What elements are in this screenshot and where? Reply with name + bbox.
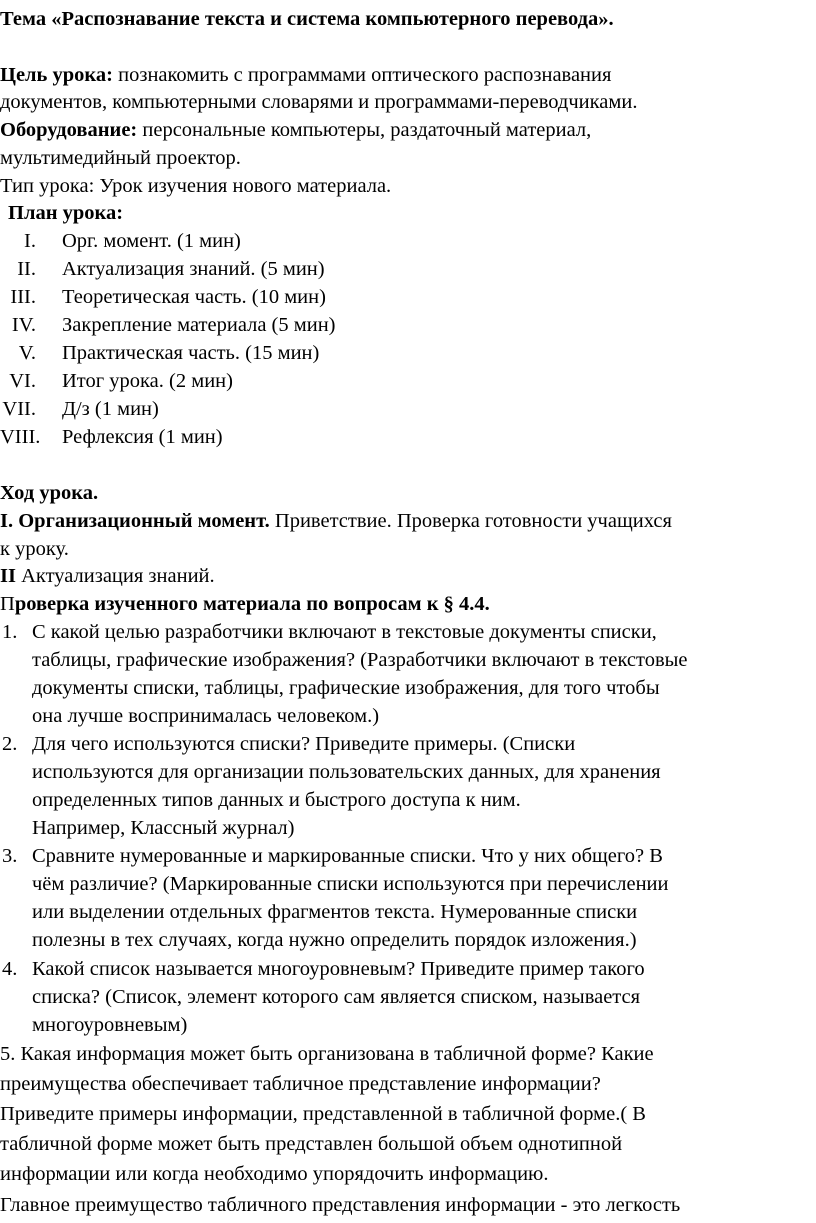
question-line: Например, Классный журнал) (32, 817, 295, 839)
plan-item-num: VI. (9, 370, 36, 392)
section2-text: Актуализация знаний. (15, 565, 215, 587)
question-num: 2. (2, 733, 18, 755)
plan-item-num: VIII. (0, 426, 41, 448)
check-heading-bold: роверка изученного материала по вопросам к § 4.4. (14, 593, 490, 615)
question5-line: информации или когда необходимо упорядочить информацию. (0, 1163, 549, 1185)
plan-item-text: Теоретическая часть. (10 мин) (62, 286, 326, 308)
section1-label: I. Организационный момент. (0, 510, 270, 532)
goal-text-2: документов, компьютерными словарями и программами-переводчиками. (0, 91, 638, 113)
question-line: документы списки, таблицы, графические изображения, для того чтобы (32, 677, 660, 699)
plan-item-text: Д/з (1 мин) (62, 398, 159, 420)
plan-item-text: Закрепление материала (5 мин) (62, 314, 336, 336)
question-line: таблицы, графические изображения? (Разработчики включают в текстовые (32, 649, 688, 671)
plan-item-num: III. (10, 286, 36, 308)
plan-item-text: Итог урока. (2 мин) (62, 370, 233, 392)
question-line: С какой целью разработчики включают в текстовые документы списки, (32, 621, 657, 643)
check-heading (0, 590, 490, 618)
goal-label: Цель урока: (0, 64, 113, 86)
question-num: 4. (2, 958, 18, 980)
question-line: определенных типов данных и быстрого доступа к ним. (32, 789, 521, 811)
section1-text-2: к уроку. (0, 538, 69, 560)
question-line: Сравните нумерованные и маркированные списки. Что у них общего? В (32, 845, 663, 867)
lesson-type: Тип урока: Урок изучения нового материала. (0, 175, 392, 197)
plan-item-text: Практическая часть. (15 мин) (62, 342, 320, 364)
question5-line: Главное преимущество табличного представления информации - это легкость (0, 1194, 681, 1216)
question5-line: 5. Какая информация может быть организована в табличной форме? Какие (0, 1043, 654, 1065)
plan-item-num: V. (18, 342, 36, 364)
equipment-text-2: мультимедийный проектор. (0, 147, 241, 169)
equipment-text-1: персональные компьютеры, раздаточный материал, (137, 119, 592, 141)
question-line: или выделении отдельных фрагментов текста. Нумерованные списки (32, 901, 638, 923)
question-num: 1. (2, 621, 18, 643)
question5-line: табличной форме может быть представлен большой объем однотипной (0, 1133, 623, 1155)
plan-item-text: Рефлексия (1 мин) (62, 426, 223, 448)
question5-line: преимущества обеспечивает табличное представление информации? (0, 1073, 601, 1095)
equipment-label: Оборудование: (0, 119, 138, 141)
plan-item-text: Орг. момент. (1 мин) (62, 230, 241, 252)
question-line: используются для организации пользовательских данных, для хранения (32, 761, 661, 783)
equipment-line-1 (0, 116, 591, 144)
question-line: она лучше воспринималась человеком.) (32, 705, 380, 727)
section1-line (0, 507, 672, 535)
section2-label: II (0, 565, 16, 587)
goal-text-1: познакомить с программами оптического распознавания (113, 64, 612, 86)
plan-heading: План урока: (8, 202, 124, 224)
question-line: многоуровневым) (32, 1014, 188, 1036)
document-title: Тема «Распознавание текста и система компьютерного перевода». (0, 8, 614, 30)
question-line: Какой список называется многоуровневым? Приведите пример такого (32, 958, 645, 980)
plan-item-num: VII. (2, 398, 36, 420)
plan-item-num: I. (24, 230, 36, 252)
course-heading: Ход урока. (0, 482, 99, 504)
question-line: чём различие? (Маркированные списки используются при перечислении (32, 873, 669, 895)
section1-text: Приветствие. Проверка готовности учащихся (269, 510, 672, 532)
plan-item-num: II. (17, 258, 36, 280)
question-line: Для чего используются списки? Приведите примеры. (Списки (32, 733, 576, 755)
plan-item-text: Актуализация знаний. (5 мин) (62, 258, 325, 280)
section2-line (0, 562, 215, 590)
check-heading-plain: П (0, 593, 15, 615)
question-num: 3. (2, 845, 18, 867)
question-line: полезны в тех случаях, когда нужно определить порядок изложения.) (32, 929, 637, 951)
question-line: списка? (Список, элемент которого сам является списком, называется (32, 986, 641, 1008)
goal-line-1 (0, 61, 611, 89)
plan-item-num: IV. (11, 314, 36, 336)
question5-line: Приведите примеры информации, представленной в табличной форме.( В (0, 1103, 646, 1125)
